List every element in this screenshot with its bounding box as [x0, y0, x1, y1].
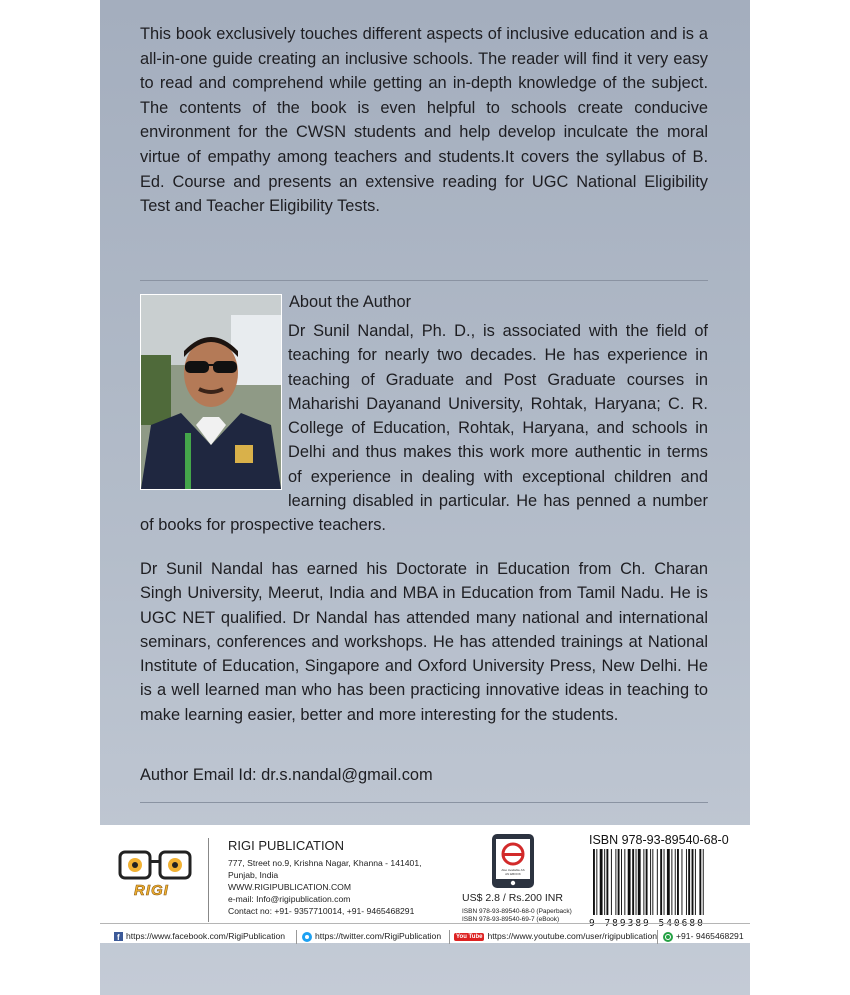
divider-top [140, 280, 708, 281]
author-bio-text: Dr Sunil Nandal, Ph. D., is associated with the field of teaching for nearly two decades. He has experience in teaching of Graduate and Post Graduate courses in Maharishi Dayanand University, Rohtak, Haryana; C. R. College of Education, Rohtak, Haryana, and schools in Delhi and thus makes this work more authentic in terms of experience in dealing with exceptional children and learning disabled in particular. He has penned a number of books for prospective teachers. [140, 322, 708, 535]
facebook-link[interactable]: f https://www.facebook.com/RigiPublication [114, 931, 285, 941]
author-bio-paragraph [140, 319, 708, 538]
barcode-isbn-label: ISBN 978-93-89540-68-0 [589, 833, 729, 847]
social-separator [449, 930, 450, 944]
publisher-email: e-mail: Info@rigipublication.com [228, 894, 351, 904]
youtube-link[interactable]: You Tube https://www.youtube.com/user/rigipublication [456, 931, 658, 941]
photo-float-spacer [140, 319, 288, 491]
svg-text:f: f [117, 933, 120, 942]
social-separator [657, 930, 658, 944]
twitter-icon [302, 932, 312, 942]
divider-bottom [140, 802, 708, 803]
author-email: Author Email Id: dr.s.nandal@gmail.com [140, 766, 433, 784]
facebook-icon [114, 932, 123, 941]
publisher-address-line1: 777, Street no.9, Krishna Nagar, Khanna - 141401, [228, 858, 422, 868]
ebook-caption: Also Available AS AN EBOOK [501, 868, 525, 876]
social-separator [296, 930, 297, 944]
author-education-paragraph: Dr Sunil Nandal has earned his Doctorate in Education from Ch. Charan Singh University, Meerut, India and MBA in Education from Tamil Nadu. He is UGC NET qualified. Dr Nandal has attended many national and international seminars, conferences and workshops. He has attended trainings at National Institute of Education, Singapore and Oxford University Press, New Delhi. He is a well learned man who has been practicing innovative ideas in teaching to make learning easier, better and more interesting for the students. [140, 560, 708, 724]
about-author-heading: About the Author [289, 293, 412, 311]
rigi-logo [116, 846, 196, 906]
footer-top-rule [100, 923, 750, 924]
publisher-contact: Contact no: +91- 9357710014, +91- 9465468291 [228, 906, 415, 916]
whatsapp-icon [663, 932, 673, 942]
isbn-ebook: ISBN 978-93-89540-69-7 (eBook) [462, 916, 560, 923]
panel-vertical-divider [208, 838, 209, 922]
youtube-icon: You Tube [456, 933, 483, 940]
isbn-paperback: ISBN 978-93-89540-68-0 (Paperback) [462, 908, 572, 915]
social-links-bar [100, 928, 750, 948]
book-price: US$ 2.8 / Rs.200 INR [462, 892, 563, 904]
isbn-barcode [589, 849, 739, 917]
book-blurb: This book exclusively touches different aspects of inclusive education and is a all-in-one guide creating an inclusive schools. The reader will find it very easy to read and comprehend while getting an in-depth knowledge of the subject. The contents of the book is even helpful to schools create conducive environment for the CWSN students and help develop inculcate the moral virtue of empathy among teachers and students.It covers the syllabus of B. Ed. Course and presents an extensive reading for UGC National Eligibility Test and Teacher Eligibility Tests. [140, 25, 708, 216]
ebook-tablet-icon [490, 832, 536, 890]
publisher-name: RIGI PUBLICATION [228, 838, 345, 853]
whatsapp-link[interactable]: +91- 9465468291 [663, 931, 744, 942]
publisher-address-line2: Punjab, India [228, 870, 279, 880]
twitter-link[interactable]: https://twitter.com/RigiPublication [302, 931, 441, 942]
publisher-website: WWW.RIGIPUBLICATION.COM [228, 882, 352, 892]
rigi-logo-text: RIGI [134, 882, 169, 899]
